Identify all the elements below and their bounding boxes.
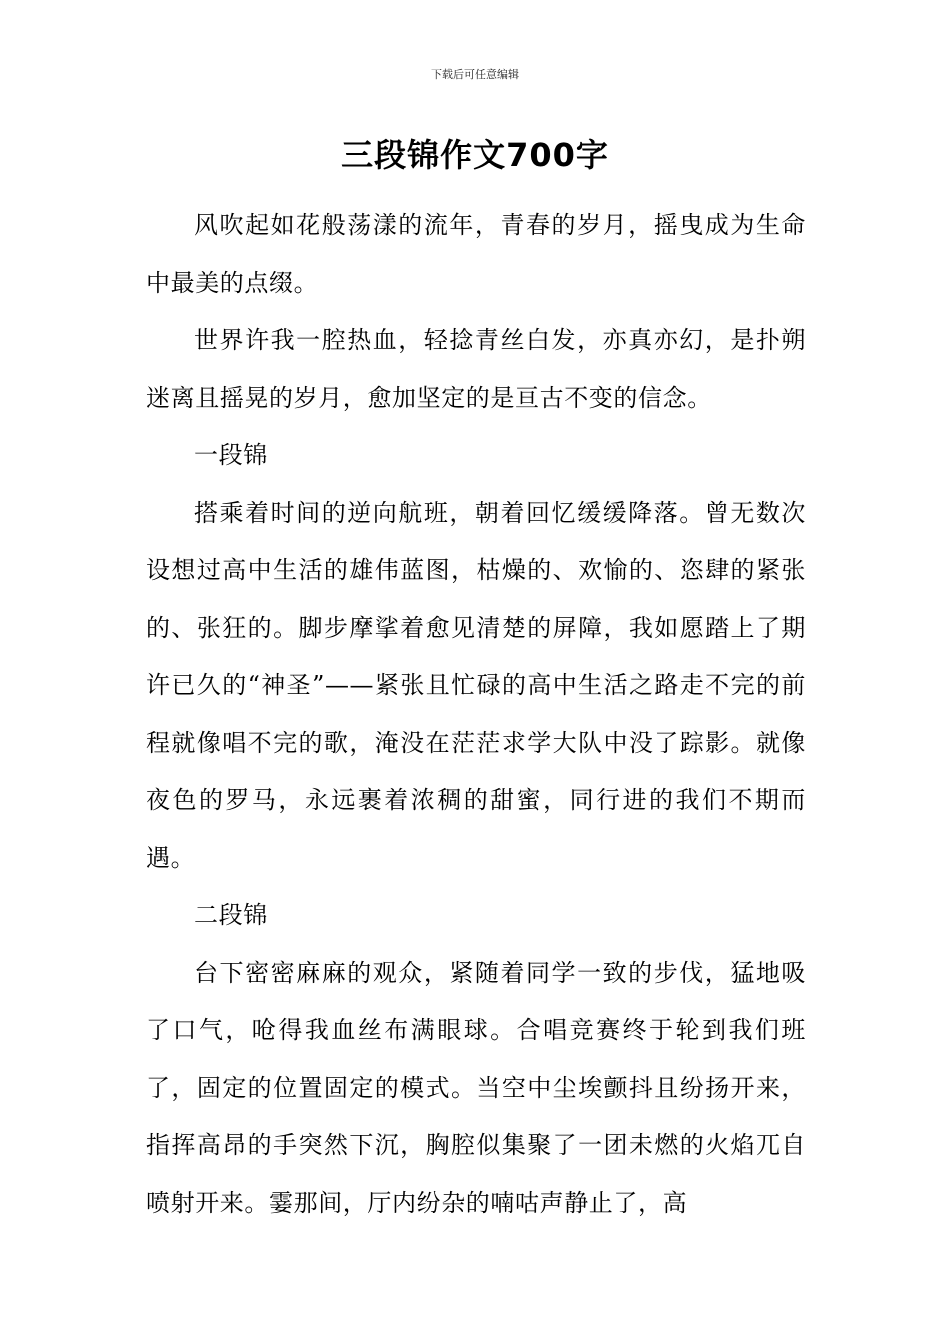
paragraph-belief: 世界许我一腔热血，轻捻青丝白发，亦真亦幻，是扑朔迷离且摇晃的岁月，愈加坚定的是亘古不变的信念。: [146, 326, 806, 412]
section-heading-two: 二段锦: [194, 901, 268, 929]
document-body: [146, 197, 806, 1232]
paragraph-intro: 风吹起如花般荡漾的流年，青春的岁月，摇曳成为生命中最美的点缀。: [146, 211, 806, 297]
document-title: 三段锦作文700字: [341, 136, 609, 174]
paragraph-section-two: 台下密密麻麻的观众，紧随着同学一致的步伐，猛地吸了口气，呛得我血丝布满眼球。合唱竞赛终于轮到我们班了，固定的位置固定的模式。当空中尘埃颤抖且纷扬开来，指挥高昂的手突然下沉，胸腔似集聚了一团未燃的火焰兀自喷射开来。霎那间，厅内纷杂的喃咕声静止了，高: [146, 958, 806, 1217]
paragraph-section-one: 搭乘着时间的逆向航班，朝着回忆缓缓降落。曾无数次设想过高中生活的雄伟蓝图，枯燥的、欢愉的、恣肆的紧张的、张狂的。脚步摩挲着愈见清楚的屏障，我如愿踏上了期许已久的“神圣”——紧张且忙碌的高中生活之路走不完的前程就像唱不完的歌，淹没在茫茫求学大队中没了踪影。就像夜色的罗马，永远裹着浓稠的甜蜜，同行进的我们不期而遇。: [146, 498, 806, 872]
section-heading-one: 一段锦: [194, 441, 268, 469]
header-note: 下载后可任意编辑: [431, 68, 519, 81]
